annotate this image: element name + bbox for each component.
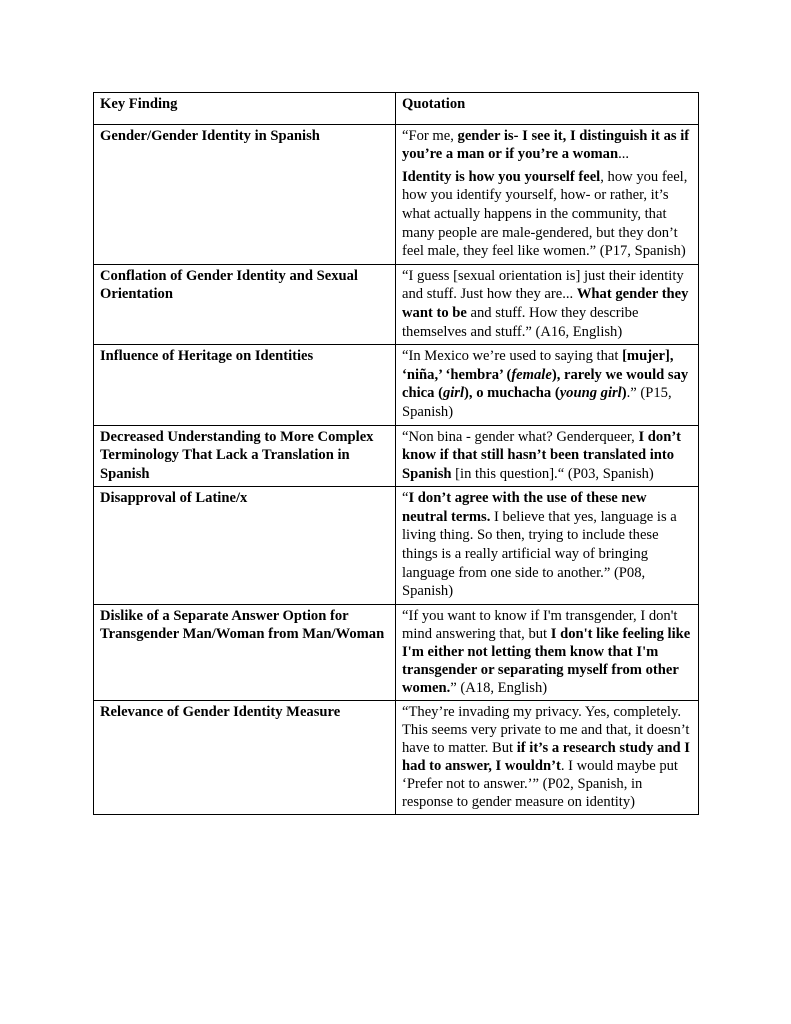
quotation-text-segment: ), o muchacha ( <box>464 385 560 402</box>
quotation-cell <box>396 700 699 814</box>
quotation-text-segment: “Non bina - gender what? Genderqueer, <box>402 428 639 445</box>
quotation-text-segment: ” (A18, English) <box>450 679 548 696</box>
table-row <box>94 700 699 814</box>
quotation-text-segment: ), rarely we would say chica ( <box>402 366 689 402</box>
quotation-cell <box>396 124 699 264</box>
quotation-cell <box>396 487 699 605</box>
quotation-paragraph <box>402 489 692 601</box>
quotation-paragraph <box>402 168 692 261</box>
quotation-cell <box>396 425 699 487</box>
key-findings-table <box>93 92 699 815</box>
header-quotation: Quotation <box>396 93 699 125</box>
quotation-text-segment: “For me, <box>402 127 458 144</box>
quotation-paragraph <box>402 703 692 811</box>
quotation-text-segment: . I would maybe put ‘Prefer not to answer.’” (P02, Spanish, in response to gender measure on identity) <box>402 757 678 810</box>
key-finding-cell: Conflation of Gender Identity and Sexual Orientation <box>94 264 396 344</box>
quotation-text-segment: “In Mexico we’re used to saying that <box>402 348 623 365</box>
quotation-text-segment: I don’t know if that still hasn’t been translated into Spanish <box>402 428 682 482</box>
table-row <box>94 124 699 264</box>
key-finding-cell: Decreased Understanding to More Complex Terminology That Lack a Translation in Spanish <box>94 425 396 487</box>
key-finding-cell: Influence of Heritage on Identities <box>94 345 396 425</box>
table-row <box>94 264 699 344</box>
quotation-text-segment: I believe that yes, language is a living thing. So then, trying to include these things is a really artificial way of bringing language from one side to another.” (P08, Spanish) <box>402 508 677 600</box>
key-finding-cell: Gender/Gender Identity in Spanish <box>94 124 396 264</box>
quotation-paragraph <box>402 607 692 697</box>
table-row <box>94 425 699 487</box>
quotation-text-segment: ... <box>618 146 630 163</box>
quotation-cell <box>396 604 699 700</box>
quotation-cell <box>396 345 699 425</box>
quotation-text-segment: “If you want to know if I'm transgender, I don't mind answering that, but <box>402 607 678 642</box>
table-header-row <box>94 93 699 125</box>
key-finding-cell: Dislike of a Separate Answer Option for Transgender Man/Woman from Man/Woman <box>94 604 396 700</box>
header-key-finding: Key Finding <box>94 93 396 125</box>
quotation-cell <box>396 264 699 344</box>
quotation-text-segment: female <box>511 366 552 383</box>
quotation-text-segment: “I guess [sexual orientation is] just their identity and stuff. Just how they are... <box>402 267 684 303</box>
quotation-text-segment: gender is- I see it, I distinguish it as if you’re a man or if you’re a woman <box>402 127 690 163</box>
quotation-paragraph <box>402 347 692 421</box>
quotation-text-segment: , how you feel, how you identify yourself, how- or rather, it’s what actually happens in the community, that many people are male-gendered, but they don’t feel male, they feel like women.” (P17, Spanish) <box>402 168 688 260</box>
quotation-text-segment: I don't like feeling like I'm either not letting them know that I'm transgender or separating myself from other women. <box>402 625 691 696</box>
table-row <box>94 604 699 700</box>
quotation-text-segment: Identity is how you yourself feel <box>402 168 601 185</box>
quotation-text-segment: if it’s a research study and I had to answer, I wouldn’t <box>402 739 690 774</box>
quotation-text-segment: young girl <box>559 385 622 402</box>
quotation-text-segment: and stuff. How they describe themselves and stuff.” (A16, English) <box>402 304 639 340</box>
quotation-text-segment: I don’t agree with the use of these new neutral terms. <box>402 490 647 525</box>
quotation-text-segment: .” (P15, Spanish) <box>402 385 672 420</box>
quotation-text-segment: What gender they want to be <box>402 286 689 321</box>
quotation-text-segment: ) <box>621 385 627 402</box>
table-row <box>94 345 699 425</box>
key-finding-cell: Relevance of Gender Identity Measure <box>94 700 396 814</box>
quotation-paragraph <box>402 267 692 341</box>
quotation-paragraph <box>402 428 692 484</box>
table-row <box>94 487 699 605</box>
key-finding-cell: Disapproval of Latine/x <box>94 487 396 605</box>
quotation-text-segment: “They’re invading my privacy. Yes, completely. This seems very private to me and that, it doesn’t have to matter. But <box>402 703 690 756</box>
quotation-text-segment: “ <box>402 490 409 507</box>
quotation-paragraph <box>402 127 692 164</box>
quotation-text-segment: [in this question].“ (P03, Spanish) <box>451 465 654 482</box>
quotation-text-segment: [mujer], ‘niña,’ ‘hembra’ ( <box>402 348 674 383</box>
quotation-text-segment: girl <box>442 385 465 402</box>
